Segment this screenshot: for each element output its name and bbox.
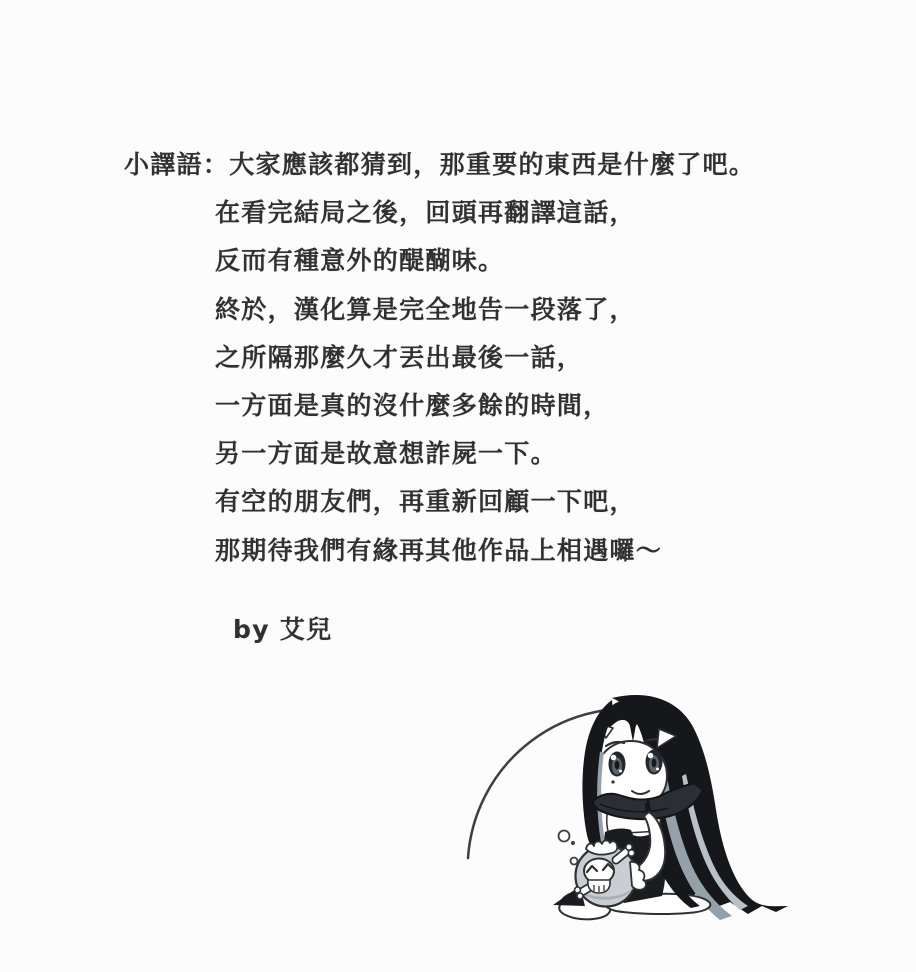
- translator-note: [124, 141, 755, 575]
- eye-pupil: [615, 761, 620, 770]
- eye-pupil: [652, 759, 657, 768]
- note-line: 那期待我們有緣再其他作品上相遇囉～: [215, 535, 663, 565]
- note-line: 終於，漢化算是完全地告一段落了，: [215, 294, 636, 324]
- bubble-dot: [571, 841, 575, 845]
- right-eye: [646, 750, 663, 775]
- bone-knob: [577, 893, 583, 899]
- eye-highlight: [648, 753, 654, 759]
- eye-highlight: [611, 755, 617, 761]
- beauty-mark: [611, 780, 614, 783]
- note-line: 有空的朋友們，再重新回顧一下吧，: [215, 487, 636, 517]
- note-line: 在看完結局之後，回頭再翻譯這話，: [215, 198, 636, 228]
- note-line: 另一方面是故意想詐屍一下。: [215, 439, 557, 469]
- bubble: [559, 831, 570, 842]
- bubbles: [559, 831, 578, 865]
- translator-signature: by 艾兒: [233, 615, 333, 644]
- bone-knob: [628, 850, 634, 856]
- eye-highlight-small: [656, 768, 659, 771]
- eye-highlight-small: [619, 770, 622, 773]
- note-line: 小譯語：大家應該都猜到，那重要的東西是什麼了吧。: [124, 150, 756, 179]
- bone-knob: [575, 887, 581, 893]
- note-line: 反而有種意外的醍醐味。: [215, 246, 505, 276]
- note-line: 之所隔那麼久才丟出最後一話，: [215, 342, 584, 372]
- illustration-girl-with-skull-ball: [455, 672, 810, 972]
- bubble: [571, 858, 578, 865]
- note-line: 一方面是真的沒什麼多餘的時間，: [215, 390, 610, 420]
- left-eye: [609, 752, 626, 777]
